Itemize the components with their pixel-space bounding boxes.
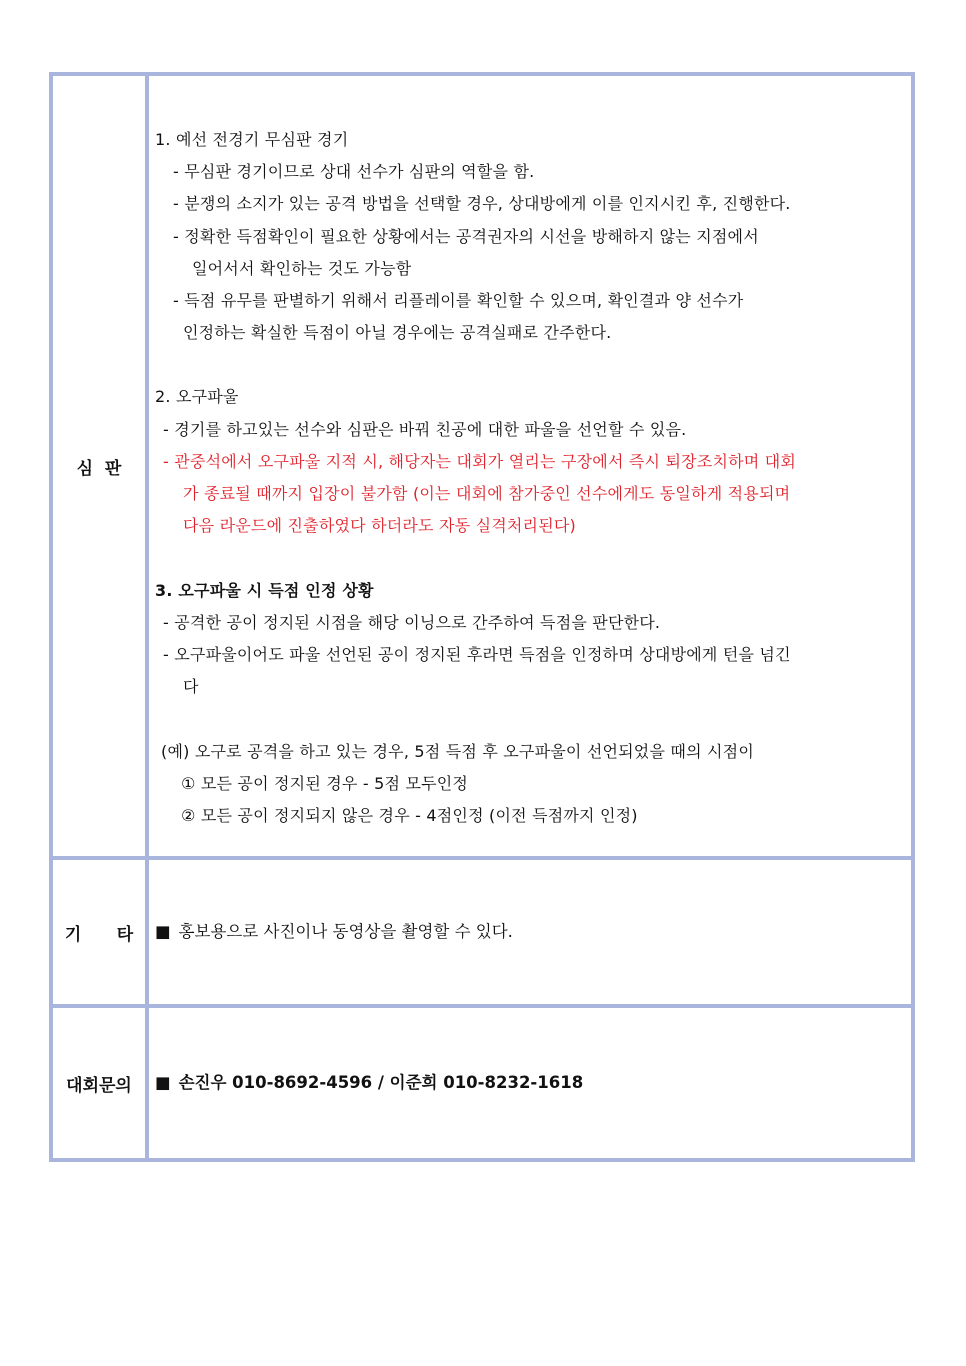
- other-content: [149, 916, 911, 948]
- section-1-line-3-cont: 일어서서 확인하는 것도 가능함: [192, 258, 412, 278]
- other-text: 홍보용으로 사진이나 동영상을 촬영할 수 있다.: [178, 921, 513, 941]
- judge-content: [149, 100, 911, 832]
- section-1-line-4-cont: 인정하는 확실한 득점이 아닐 경우에는 공격실패로 간주한다.: [183, 323, 612, 343]
- section-1-line-1: - 무심판 경기이므로 상대 선수가 심판의 역할을 함.: [173, 162, 535, 182]
- contact-label: 대회문의: [51, 1006, 147, 1160]
- other-content-cell: [147, 858, 913, 1006]
- contact-row: [51, 1006, 913, 1160]
- section-2-warning-line-3: 다음 라운드에 진출하였다 하더라도 자동 실격처리된다): [183, 516, 576, 536]
- section-3-line-2: - 오구파울이어도 파울 선언된 공이 정지된 후라면 득점을 인정하며 상대방에게 턴을 넘긴: [163, 644, 791, 664]
- judge-row: [51, 74, 913, 858]
- contact-content: [149, 1067, 911, 1099]
- section-1-title: 1. 예선 전경기 무심판 경기: [155, 129, 349, 149]
- other-row: [51, 858, 913, 1006]
- section-3-line-1: - 공격한 공이 정지된 시점을 해당 이닝으로 간주하여 득점을 판단한다.: [163, 612, 661, 632]
- judge-content-cell: [147, 74, 913, 858]
- section-1-line-3: - 정확한 득점확인이 필요한 상황에서는 공격권자의 시선을 방해하지 않는 지점에서: [173, 226, 759, 246]
- section-2-line-1: - 경기를 하고있는 선수와 심판은 바꿔 친공에 대한 파울을 선언할 수 있음.: [163, 419, 687, 439]
- square-bullet-icon: ■: [155, 921, 171, 941]
- section-3-title: 3. 오구파울 시 득점 인정 상황: [155, 580, 374, 600]
- section-2-warning-line-1: - 관중석에서 오구파울 지적 시, 해당자는 대회가 열리는 구장에서 즉시 퇴장조치하며 대회: [163, 451, 797, 471]
- example-title: (예) 오구로 공격을 하고 있는 경우, 5점 득점 후 오구파울이 선언되었을 때의 시점이: [161, 741, 754, 761]
- spacer: [155, 703, 905, 735]
- square-bullet-icon: ■: [155, 1072, 171, 1092]
- contact-content-cell: [147, 1006, 913, 1160]
- example-item-1: ① 모든 공이 정지된 경우 - 5점 모두인정: [181, 773, 469, 793]
- section-2-warning-line-2: 가 종료될 때까지 입장이 불가함 (이는 대회에 참가중인 선수에게도 동일하게 적용되며: [183, 484, 791, 503]
- judge-label: 심 판: [51, 74, 147, 858]
- competition-rules-table: [49, 72, 915, 1162]
- section-2-title: 2. 오구파울: [155, 387, 239, 407]
- example-item-2: ② 모든 공이 정지되지 않은 경우 - 4점인정 (이전 득점까지 인정): [181, 805, 638, 825]
- section-3-line-2-cont: 다: [183, 677, 199, 697]
- other-label: 기 타: [51, 858, 147, 1006]
- spacer: [155, 349, 905, 381]
- spacer: [155, 542, 905, 574]
- section-1-line-2: - 분쟁의 소지가 있는 공격 방법을 선택할 경우, 상대방에게 이를 인지시킨 후, 진행한다.: [173, 194, 791, 214]
- contact-text: 손진우 010-8692-4596 / 이준희 010-8232-1618: [178, 1072, 584, 1092]
- section-1-line-4: - 득점 유무를 판별하기 위해서 리플레이를 확인할 수 있으며, 확인결과 양 선수가: [173, 290, 744, 310]
